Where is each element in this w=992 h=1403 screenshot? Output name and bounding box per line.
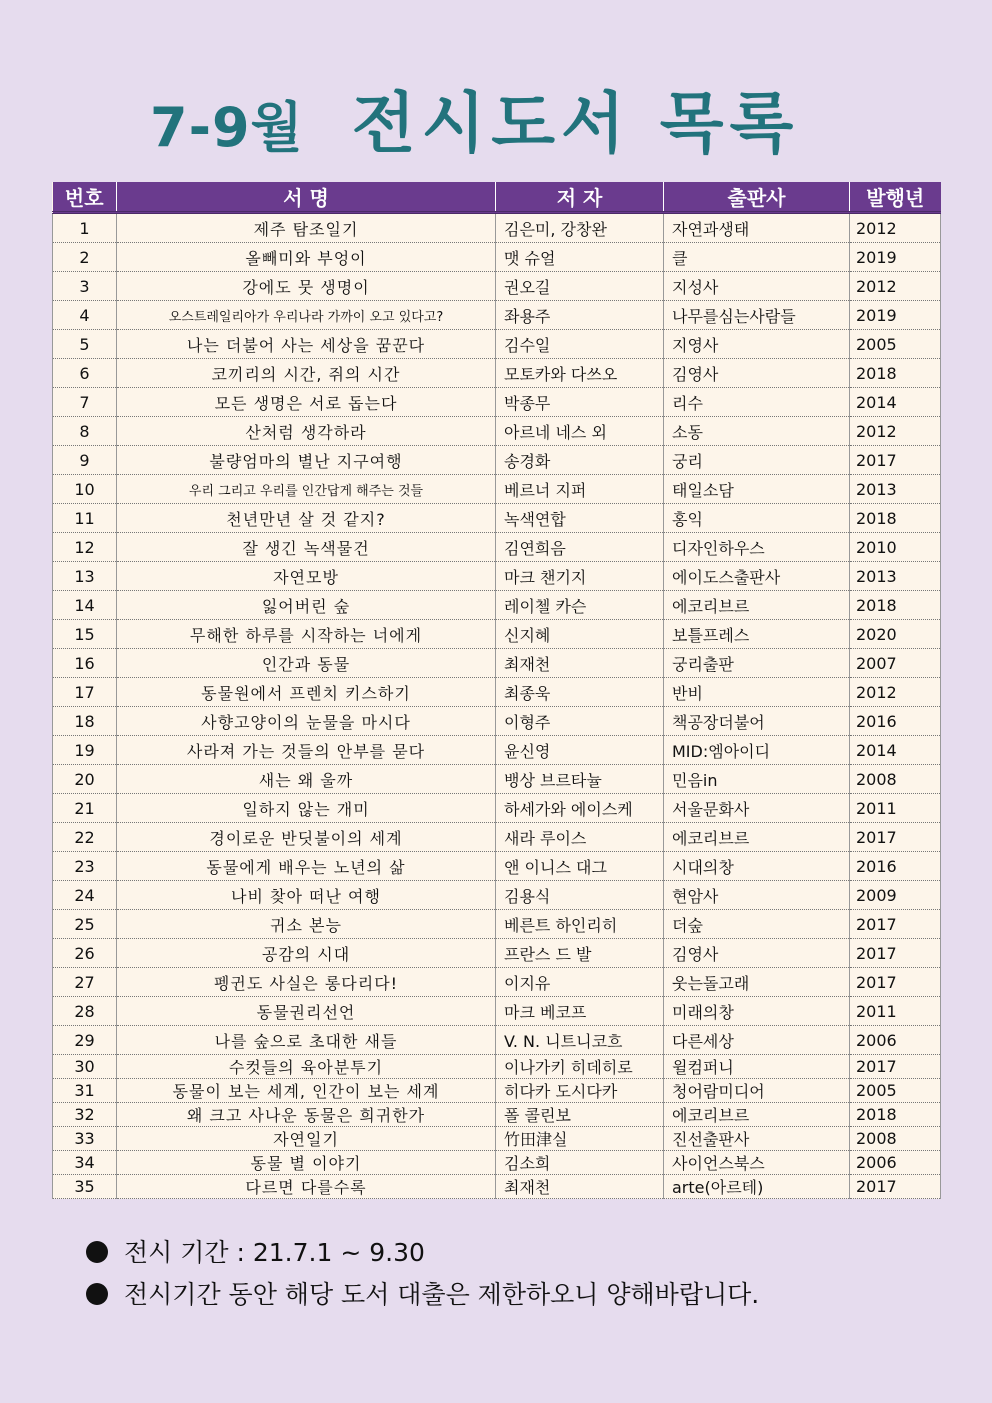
book-number: 27 (53, 968, 117, 997)
book-author: V. N. 니트니코흐 (496, 1026, 664, 1055)
book-year: 2017 (850, 823, 941, 852)
book-author: 히다카 도시다카 (496, 1079, 664, 1103)
header-year: 발행년 (850, 182, 941, 213)
book-author: 김수일 (496, 330, 664, 359)
book-publisher: 지성사 (664, 272, 850, 301)
book-author: 폴 콜린보 (496, 1103, 664, 1127)
table-row (53, 649, 941, 678)
header-title: 서 명 (117, 182, 496, 213)
book-publisher: 지영사 (664, 330, 850, 359)
book-author: 송경화 (496, 446, 664, 475)
table-row (53, 388, 941, 417)
book-title: 산처럼 생각하라 (117, 417, 496, 446)
book-number: 24 (53, 881, 117, 910)
book-year: 2017 (850, 1175, 941, 1199)
book-year: 2019 (850, 243, 941, 272)
book-author: 레이첼 카슨 (496, 591, 664, 620)
book-publisher: MID:엠아이디 (664, 736, 850, 765)
book-author: 신지혜 (496, 620, 664, 649)
book-publisher: 리수 (664, 388, 850, 417)
book-publisher: 클 (664, 243, 850, 272)
table-row (53, 475, 941, 504)
book-year: 2017 (850, 910, 941, 939)
book-year: 2017 (850, 939, 941, 968)
book-number: 9 (53, 446, 117, 475)
book-title: 펭귄도 사실은 롱다리다! (117, 968, 496, 997)
book-author: 베른트 하인리히 (496, 910, 664, 939)
table-row (53, 1151, 941, 1175)
table-row (53, 620, 941, 649)
book-number: 20 (53, 765, 117, 794)
book-number: 22 (53, 823, 117, 852)
book-title: 오스트레일리아가 우리나라 가까이 오고 있다고? (117, 301, 496, 330)
book-number: 8 (53, 417, 117, 446)
book-author: 최재천 (496, 1175, 664, 1199)
table-row (53, 1103, 941, 1127)
book-author: 프란스 드 발 (496, 939, 664, 968)
book-year: 2020 (850, 620, 941, 649)
book-publisher: 반비 (664, 678, 850, 707)
book-year: 2016 (850, 852, 941, 881)
book-title: 잃어버린 숲 (117, 591, 496, 620)
table-row (53, 446, 941, 475)
table-row (53, 939, 941, 968)
book-number: 28 (53, 997, 117, 1026)
table-row (53, 678, 941, 707)
table-row (53, 359, 941, 388)
book-publisher: 웃는돌고래 (664, 968, 850, 997)
book-title: 무해한 하루를 시작하는 너에게 (117, 620, 496, 649)
book-author: 최종욱 (496, 678, 664, 707)
book-publisher: 책공장더불어 (664, 707, 850, 736)
table-row (53, 591, 941, 620)
book-year: 2006 (850, 1026, 941, 1055)
book-title: 천년만년 살 것 같지? (117, 504, 496, 533)
book-number: 5 (53, 330, 117, 359)
book-year: 2008 (850, 1127, 941, 1151)
book-title: 왜 크고 사나운 동물은 희귀한가 (117, 1103, 496, 1127)
book-author: 권오길 (496, 272, 664, 301)
book-author: 김소희 (496, 1151, 664, 1175)
table-row (53, 968, 941, 997)
book-number: 17 (53, 678, 117, 707)
note-item (86, 1232, 759, 1274)
book-year: 2018 (850, 504, 941, 533)
book-number: 10 (53, 475, 117, 504)
book-number: 34 (53, 1151, 117, 1175)
book-title: 다르면 다를수록 (117, 1175, 496, 1199)
book-year: 2017 (850, 968, 941, 997)
book-author: 하세가와 에이스케 (496, 794, 664, 823)
book-number: 25 (53, 910, 117, 939)
book-title: 일하지 않는 개미 (117, 794, 496, 823)
table-row (53, 533, 941, 562)
table-body (53, 213, 941, 1199)
book-author: 뱅상 브르타뉼 (496, 765, 664, 794)
book-number: 21 (53, 794, 117, 823)
table-row (53, 765, 941, 794)
table-row (53, 852, 941, 881)
table-row (53, 1127, 941, 1151)
book-title: 강에도 뭇 생명이 (117, 272, 496, 301)
book-author: 마크 베코프 (496, 997, 664, 1026)
book-year: 2018 (850, 1103, 941, 1127)
book-year: 2012 (850, 417, 941, 446)
book-year: 2019 (850, 301, 941, 330)
book-publisher: arte(아르테) (664, 1175, 850, 1199)
book-title: 사라져 가는 것들의 안부를 묻다 (117, 736, 496, 765)
table-row (53, 272, 941, 301)
table-row (53, 330, 941, 359)
title-month-range: 7-9월 (150, 96, 304, 159)
header-number: 번호 (53, 182, 117, 213)
book-title: 동물원에서 프렌치 키스하기 (117, 678, 496, 707)
book-number: 3 (53, 272, 117, 301)
book-number: 26 (53, 939, 117, 968)
loan-restriction-notice: 전시기간 동안 해당 도서 대출은 제한하오니 양해바랍니다. (124, 1280, 760, 1309)
book-year: 2013 (850, 475, 941, 504)
book-publisher: 소동 (664, 417, 850, 446)
book-author: 윤신영 (496, 736, 664, 765)
book-number: 1 (53, 213, 117, 243)
book-author: 새라 루이스 (496, 823, 664, 852)
book-title: 새는 왜 울까 (117, 765, 496, 794)
book-year: 2016 (850, 707, 941, 736)
book-title: 인간과 동물 (117, 649, 496, 678)
book-title: 코끼리의 시간, 쥐의 시간 (117, 359, 496, 388)
book-author: 맷 슈얼 (496, 243, 664, 272)
book-year: 2012 (850, 272, 941, 301)
table-row (53, 1026, 941, 1055)
book-author: 김연희음 (496, 533, 664, 562)
book-number: 31 (53, 1079, 117, 1103)
book-number: 33 (53, 1127, 117, 1151)
book-number: 35 (53, 1175, 117, 1199)
book-author: 좌용주 (496, 301, 664, 330)
book-publisher: 자연과생태 (664, 213, 850, 243)
book-title: 불량엄마의 별난 지구여행 (117, 446, 496, 475)
book-publisher: 에이도스출판사 (664, 562, 850, 591)
table-row (53, 707, 941, 736)
table-row (53, 301, 941, 330)
book-title: 경이로운 반딧불이의 세계 (117, 823, 496, 852)
book-year: 2011 (850, 794, 941, 823)
book-publisher: 사이언스북스 (664, 1151, 850, 1175)
book-publisher: 서울문화사 (664, 794, 850, 823)
table-row (53, 417, 941, 446)
table-row (53, 504, 941, 533)
book-title: 제주 탐조일기 (117, 213, 496, 243)
book-title: 사향고양이의 눈물을 마시다 (117, 707, 496, 736)
book-number: 29 (53, 1026, 117, 1055)
book-year: 2010 (850, 533, 941, 562)
book-year: 2005 (850, 1079, 941, 1103)
book-number: 15 (53, 620, 117, 649)
bullet-icon (86, 1283, 108, 1305)
title-main: 전시도서 목록 (351, 85, 800, 162)
table-row (53, 997, 941, 1026)
book-number: 4 (53, 301, 117, 330)
book-title: 모든 생명은 서로 돕는다 (117, 388, 496, 417)
book-year: 2007 (850, 649, 941, 678)
book-author: 이나가키 히데히로 (496, 1055, 664, 1079)
book-year: 2005 (850, 330, 941, 359)
book-number: 14 (53, 591, 117, 620)
book-publisher: 다른세상 (664, 1026, 850, 1055)
book-year: 2017 (850, 446, 941, 475)
book-title: 우리 그리고 우리를 인간답게 해주는 것들 (117, 475, 496, 504)
book-year: 2013 (850, 562, 941, 591)
book-publisher: 김영사 (664, 359, 850, 388)
book-year: 2011 (850, 997, 941, 1026)
book-author: 이지유 (496, 968, 664, 997)
book-title: 동물에게 배우는 노년의 삶 (117, 852, 496, 881)
book-year: 2017 (850, 1055, 941, 1079)
table-row (53, 1175, 941, 1199)
book-author: 아르네 네스 외 (496, 417, 664, 446)
book-number: 13 (53, 562, 117, 591)
book-author: 베르너 지퍼 (496, 475, 664, 504)
book-list-table (52, 182, 941, 1199)
table-row (53, 736, 941, 765)
book-author: 최재천 (496, 649, 664, 678)
book-author: 竹田津실 (496, 1127, 664, 1151)
book-publisher: 에코리브르 (664, 823, 850, 852)
book-number: 32 (53, 1103, 117, 1127)
book-title: 동물 별 이야기 (117, 1151, 496, 1175)
book-number: 12 (53, 533, 117, 562)
book-publisher: 김영사 (664, 939, 850, 968)
book-publisher: 미래의창 (664, 997, 850, 1026)
book-year: 2018 (850, 359, 941, 388)
book-title: 귀소 본능 (117, 910, 496, 939)
book-publisher: 궁리 (664, 446, 850, 475)
note-item (86, 1274, 759, 1316)
book-publisher: 홍익 (664, 504, 850, 533)
book-author: 모토카와 다쓰오 (496, 359, 664, 388)
book-author: 앤 이니스 대그 (496, 852, 664, 881)
book-number: 16 (53, 649, 117, 678)
book-year: 2012 (850, 678, 941, 707)
book-title: 자연일기 (117, 1127, 496, 1151)
header-publisher: 출판사 (664, 182, 850, 213)
book-publisher: 현암사 (664, 881, 850, 910)
book-publisher: 청어람미디어 (664, 1079, 850, 1103)
book-title: 나는 더불어 사는 세상을 꿈꾼다 (117, 330, 496, 359)
book-publisher: 나무를심는사람들 (664, 301, 850, 330)
table-row (53, 794, 941, 823)
book-author: 이형주 (496, 707, 664, 736)
book-publisher: 궁리출판 (664, 649, 850, 678)
book-author: 녹색연합 (496, 504, 664, 533)
book-publisher: 디자인하우스 (664, 533, 850, 562)
book-number: 11 (53, 504, 117, 533)
book-publisher: 민음in (664, 765, 850, 794)
table-row (53, 823, 941, 852)
book-publisher: 보틀프레스 (664, 620, 850, 649)
book-author: 김용식 (496, 881, 664, 910)
book-title: 잘 생긴 녹색물건 (117, 533, 496, 562)
bullet-icon (86, 1241, 108, 1263)
book-publisher: 태일소담 (664, 475, 850, 504)
book-number: 18 (53, 707, 117, 736)
table-row (53, 1055, 941, 1079)
book-number: 6 (53, 359, 117, 388)
book-author: 김은미, 강창완 (496, 213, 664, 243)
book-publisher: 진선출판사 (664, 1127, 850, 1151)
book-title: 올빼미와 부엉이 (117, 243, 496, 272)
table-row (53, 243, 941, 272)
table-row (53, 562, 941, 591)
book-number: 2 (53, 243, 117, 272)
page-title (150, 70, 799, 165)
book-number: 7 (53, 388, 117, 417)
book-year: 2018 (850, 591, 941, 620)
book-publisher: 더숲 (664, 910, 850, 939)
notes (86, 1232, 759, 1316)
book-title: 수컷들의 육아분투기 (117, 1055, 496, 1079)
book-title: 나를 숲으로 초대한 새들 (117, 1026, 496, 1055)
book-title: 나비 찾아 떠난 여행 (117, 881, 496, 910)
book-year: 2008 (850, 765, 941, 794)
book-title: 자연모방 (117, 562, 496, 591)
table-row (53, 1079, 941, 1103)
book-year: 2006 (850, 1151, 941, 1175)
book-title: 공감의 시대 (117, 939, 496, 968)
table-header-row (53, 182, 941, 213)
book-title: 동물권리선언 (117, 997, 496, 1026)
table-row (53, 910, 941, 939)
table-row (53, 213, 941, 243)
book-publisher: 시대의창 (664, 852, 850, 881)
book-year: 2009 (850, 881, 941, 910)
book-title: 동물이 보는 세계, 인간이 보는 세계 (117, 1079, 496, 1103)
book-year: 2014 (850, 388, 941, 417)
book-publisher: 윌컴퍼니 (664, 1055, 850, 1079)
table-row (53, 881, 941, 910)
header-author: 저 자 (496, 182, 664, 213)
book-year: 2012 (850, 213, 941, 243)
exhibition-period: 전시 기간 : 21.7.1 ~ 9.30 (124, 1238, 425, 1267)
book-number: 19 (53, 736, 117, 765)
book-publisher: 에코리브르 (664, 1103, 850, 1127)
book-year: 2014 (850, 736, 941, 765)
book-author: 마크 챈기지 (496, 562, 664, 591)
book-number: 30 (53, 1055, 117, 1079)
book-author: 박종무 (496, 388, 664, 417)
book-publisher: 에코리브르 (664, 591, 850, 620)
book-number: 23 (53, 852, 117, 881)
